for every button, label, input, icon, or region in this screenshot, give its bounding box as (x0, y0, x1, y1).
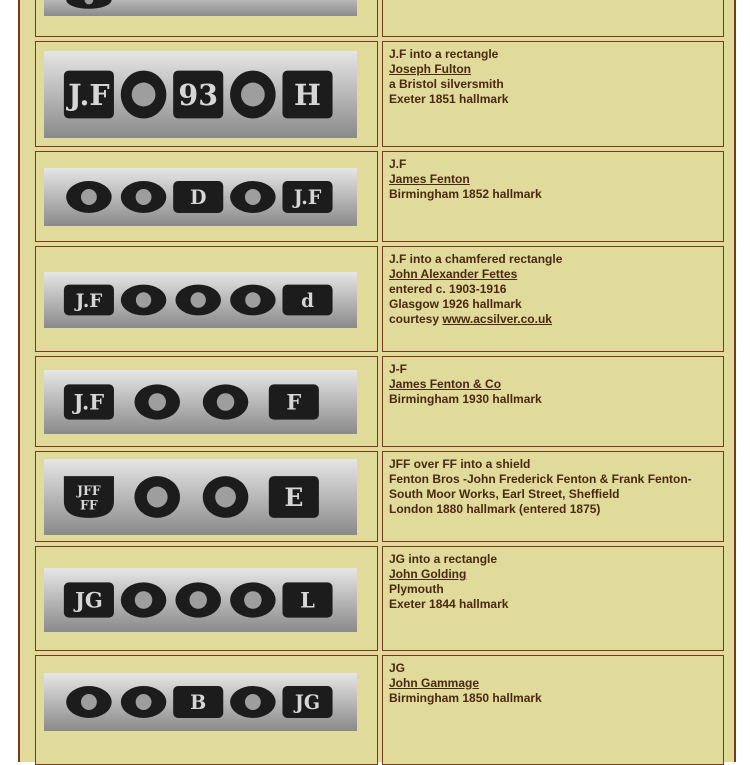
description-line (389, 77, 717, 92)
description-line (389, 661, 717, 676)
hallmark-image-cell (35, 451, 378, 542)
description-text: London 1880 hallmark (entered 1875) (389, 502, 601, 516)
description-line (389, 62, 717, 77)
description-line (389, 172, 717, 187)
description-text: Birmingham 1930 hallmark (389, 392, 542, 406)
hallmark-description-cell (382, 451, 724, 542)
description-line (389, 457, 717, 472)
hallmark-photo (44, 0, 357, 16)
description-line (389, 47, 717, 62)
hallmark-description-cell (382, 0, 724, 37)
hallmark-image-cell (35, 546, 378, 651)
description-text: J.F into a rectangle (389, 47, 499, 61)
description-line (389, 487, 717, 502)
description-line (389, 312, 717, 327)
description-line (389, 472, 717, 487)
hallmark-photo (44, 370, 357, 434)
description-text: Birmingham 1852 hallmark (389, 187, 542, 201)
description-text: Glasgow 1926 hallmark (389, 297, 522, 311)
description-line (389, 676, 717, 691)
description-text: JFF over FF into a shield (389, 457, 531, 471)
hallmark-photo (44, 51, 357, 138)
description-text: JG (389, 661, 406, 675)
maker-link[interactable]: John Alexander Fettes (389, 267, 518, 281)
table-row (35, 546, 724, 651)
description-text: Plymouth (389, 582, 444, 596)
line-prefix: courtesy (389, 312, 443, 326)
description-line (389, 691, 717, 706)
svg-text:J.F: J.F (73, 389, 105, 415)
svg-text:JFF: JFF (77, 482, 101, 498)
hallmark-description-cell (382, 356, 724, 447)
description-line (389, 392, 717, 407)
description-line (389, 297, 717, 312)
description-line (389, 267, 717, 282)
svg-text:E: E (284, 483, 304, 513)
hallmark-description-cell (382, 655, 724, 765)
hallmark-photo (44, 568, 357, 632)
description-line (389, 187, 717, 202)
svg-text:93: 93 (178, 77, 219, 113)
description-line (389, 502, 717, 517)
description-text: Exeter 1851 hallmark (389, 92, 509, 106)
hallmark-photo (44, 459, 357, 535)
svg-text:d: d (301, 290, 314, 312)
table-row (35, 246, 724, 352)
description-line (389, 582, 717, 597)
hallmark-image-cell (35, 151, 378, 242)
svg-text:J.F: J.F (293, 186, 322, 210)
description-line (389, 252, 717, 267)
description-text: entered c. 1903-1916 (389, 282, 507, 296)
description-text: JG into a rectangle (389, 552, 498, 566)
hallmark-description-cell (382, 41, 724, 147)
svg-text:FF: FF (80, 497, 98, 513)
description-line (389, 282, 717, 297)
description-text: J.F (389, 157, 407, 171)
hallmark-description-cell (382, 151, 724, 242)
table-row (35, 0, 724, 37)
maker-link[interactable]: James Fenton (389, 172, 470, 186)
svg-text:JG: JG (294, 691, 321, 715)
maker-link[interactable]: www.acsilver.co.uk (442, 312, 552, 326)
svg-text:D: D (189, 186, 207, 210)
svg-text:J.F: J.F (68, 77, 110, 113)
maker-link[interactable]: James Fenton & Co (389, 377, 502, 391)
description-text: a Bristol silversmith (389, 77, 504, 91)
maker-link[interactable]: Joseph Fulton (389, 62, 471, 76)
hallmark-photo (44, 272, 357, 328)
description-text: J-F (389, 362, 407, 376)
description-text: Birmingham 1850 hallmark (389, 691, 542, 705)
maker-link[interactable]: John Gammage (389, 676, 480, 690)
svg-text:F: F (286, 389, 302, 415)
svg-text:H: H (294, 77, 321, 113)
description-line (389, 157, 717, 172)
description-text: Exeter 1844 hallmark (389, 597, 509, 611)
description-line (389, 362, 717, 377)
hallmark-image-cell (35, 655, 378, 765)
hallmark-image-cell (35, 0, 378, 37)
hallmark-image-cell (35, 356, 378, 447)
hallmark-photo (44, 673, 357, 731)
description-line (389, 597, 717, 612)
description-line (389, 92, 717, 107)
hallmark-image-cell (35, 41, 378, 147)
hallmark-description-cell (382, 246, 724, 352)
table-row (35, 41, 724, 147)
svg-text:B: B (190, 691, 207, 715)
hallmark-photo (44, 168, 357, 226)
table-row (35, 655, 724, 765)
hallmark-description-cell (382, 546, 724, 651)
svg-text:JG: JG (74, 587, 103, 613)
maker-link[interactable]: John Golding (389, 567, 467, 581)
hallmark-image-cell (35, 246, 378, 352)
svg-text:L: L (300, 587, 315, 613)
svg-text:J.F: J.F (75, 290, 103, 312)
description-line (389, 377, 717, 392)
table-row (35, 451, 724, 542)
table-row (35, 151, 724, 242)
table-row (35, 356, 724, 447)
description-text: South Moor Works, Earl Street, Sheffield (389, 487, 620, 501)
description-text: J.F into a chamfered rectangle (389, 252, 563, 266)
description-line (389, 567, 717, 582)
description-line (389, 552, 717, 567)
description-text: Fenton Bros -John Frederick Fenton & Frank Fenton- (389, 472, 692, 486)
